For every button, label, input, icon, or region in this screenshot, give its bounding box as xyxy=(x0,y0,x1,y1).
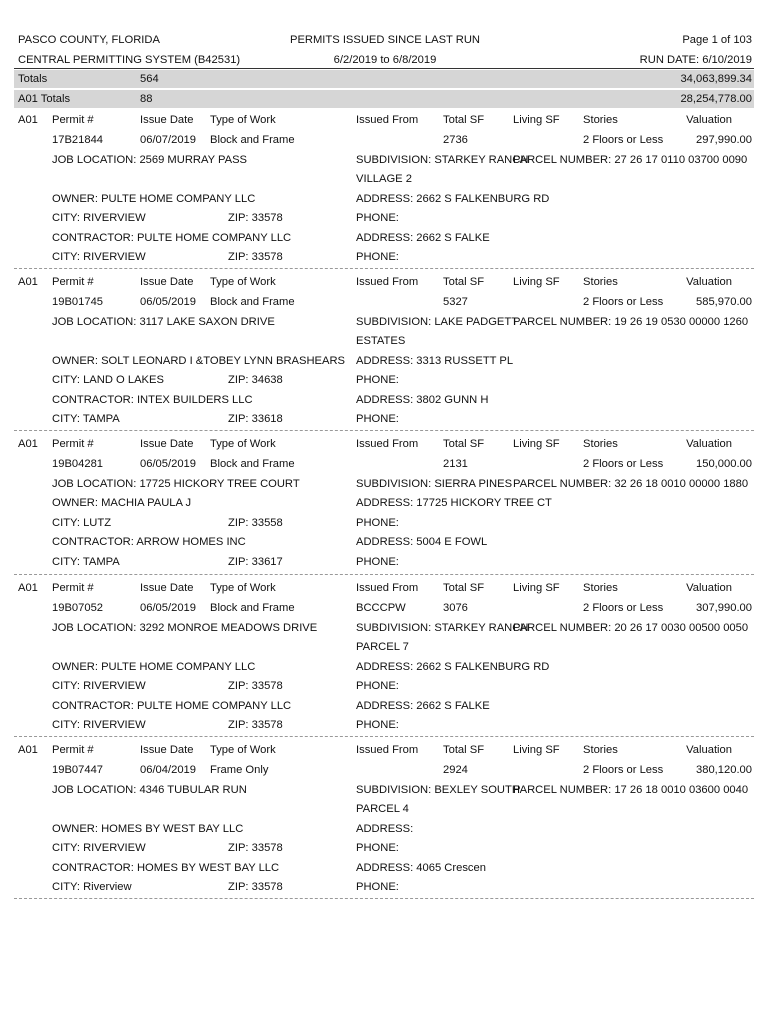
owner-address: ADDRESS: 2662 S FALKENBURG RD xyxy=(356,661,550,673)
owner: OWNER: PULTE HOME COMPANY LLC xyxy=(52,661,256,673)
contractor-phone: PHONE: xyxy=(356,413,399,425)
job-location: JOB LOCATION: 3117 LAKE SAXON DRIVE xyxy=(52,316,275,328)
contractor-city: CITY: TAMPA xyxy=(52,556,120,568)
stories-label: Stories xyxy=(583,276,618,288)
valuation: 307,990.00 xyxy=(696,602,752,614)
owner-city: CITY: LUTZ xyxy=(52,517,112,529)
work-code: A01 xyxy=(18,582,38,594)
date-range: 6/2/2019 to 6/8/2019 xyxy=(333,54,437,66)
total-sf: 2736 xyxy=(443,134,468,146)
record-separator xyxy=(14,430,754,431)
valuation-label: Valuation xyxy=(686,582,732,594)
contractor-phone: PHONE: xyxy=(356,556,399,568)
issued-from-label: Issued From xyxy=(356,438,419,450)
parcel-number: PARCEL NUMBER: 19 26 19 0530 00000 1260 xyxy=(513,316,749,328)
subdivision-cont: PARCEL 7 xyxy=(356,641,409,653)
owner-city: CITY: RIVERVIEW xyxy=(52,680,146,692)
subdivision-cont: ESTATES xyxy=(356,335,406,347)
valuation: 585,970.00 xyxy=(696,296,752,308)
subdivision: SUBDIVISION: STARKEY RANCH xyxy=(356,622,529,634)
record-separator xyxy=(14,736,754,737)
contractor-city: CITY: TAMPA xyxy=(52,413,120,425)
owner-phone: PHONE: xyxy=(356,212,399,224)
owner-phone: PHONE: xyxy=(356,680,399,692)
stories: 2 Floors or Less xyxy=(583,296,664,308)
issue-date: 06/05/2019 xyxy=(140,296,196,308)
total-sf: 5327 xyxy=(443,296,468,308)
subdivision: SUBDIVISION: LAKE PADGETT xyxy=(356,316,519,328)
owner-zip: ZIP: 33578 xyxy=(228,680,283,692)
contractor-zip: ZIP: 33618 xyxy=(228,413,283,425)
living-sf-label: Living SF xyxy=(513,438,560,450)
owner-city: CITY: LAND O LAKES xyxy=(52,374,164,386)
contractor: CONTRACTOR: HOMES BY WEST BAY LLC xyxy=(52,862,280,874)
total-sf-label: Total SF xyxy=(443,114,485,126)
type-label: Type of Work xyxy=(210,276,276,288)
valuation: 297,990.00 xyxy=(696,134,752,146)
contractor-zip: ZIP: 33617 xyxy=(228,556,283,568)
owner-phone: PHONE: xyxy=(356,842,399,854)
contractor-phone: PHONE: xyxy=(356,881,399,893)
run-date: RUN DATE: 6/10/2019 xyxy=(639,54,752,66)
issue-date-label: Issue Date xyxy=(140,438,194,450)
owner-phone: PHONE: xyxy=(356,374,399,386)
a01-totals-amount: 28,254,778.00 xyxy=(680,93,752,105)
valuation-label: Valuation xyxy=(686,276,732,288)
job-location: JOB LOCATION: 3292 MONROE MEADOWS DRIVE xyxy=(52,622,318,634)
record-separator xyxy=(14,898,754,899)
total-sf-label: Total SF xyxy=(443,744,485,756)
job-location: JOB LOCATION: 4346 TUBULAR RUN xyxy=(52,784,247,796)
contractor-city: CITY: RIVERVIEW xyxy=(52,251,146,263)
issued-from: BCCCPW xyxy=(356,602,406,614)
issued-from-label: Issued From xyxy=(356,744,419,756)
owner: OWNER: PULTE HOME COMPANY LLC xyxy=(52,193,256,205)
permit-label: Permit # xyxy=(52,438,94,450)
owner-address: ADDRESS: 3313 RUSSETT PL xyxy=(356,355,514,367)
stories-label: Stories xyxy=(583,114,618,126)
contractor: CONTRACTOR: PULTE HOME COMPANY LLC xyxy=(52,232,292,244)
contractor-zip: ZIP: 33578 xyxy=(228,881,283,893)
contractor-phone: PHONE: xyxy=(356,251,399,263)
total-sf: 2924 xyxy=(443,764,468,776)
owner-zip: ZIP: 33558 xyxy=(228,517,283,529)
type-label: Type of Work xyxy=(210,744,276,756)
owner-phone: PHONE: xyxy=(356,517,399,529)
subdivision: SUBDIVISION: BEXLEY SOUTH xyxy=(356,784,520,796)
owner-city: CITY: RIVERVIEW xyxy=(52,842,146,854)
valuation: 380,120.00 xyxy=(696,764,752,776)
report-title: PERMITS ISSUED SINCE LAST RUN xyxy=(289,34,481,46)
stories-label: Stories xyxy=(583,582,618,594)
issue-date: 06/05/2019 xyxy=(140,602,196,614)
owner-city: CITY: RIVERVIEW xyxy=(52,212,146,224)
issued-from-label: Issued From xyxy=(356,114,419,126)
contractor-address: ADDRESS: 2662 S FALKE xyxy=(356,232,490,244)
totals-amount: 34,063,899.34 xyxy=(680,73,752,85)
valuation-label: Valuation xyxy=(686,744,732,756)
total-sf: 2131 xyxy=(443,458,468,470)
owner: OWNER: SOLT LEONARD I &TOBEY LYNN BRASHEARS xyxy=(52,355,346,367)
header-rule xyxy=(14,68,754,69)
work-type: Frame Only xyxy=(210,764,269,776)
type-label: Type of Work xyxy=(210,582,276,594)
work-code: A01 xyxy=(18,744,38,756)
owner-address: ADDRESS: 17725 HICKORY TREE CT xyxy=(356,497,552,509)
contractor: CONTRACTOR: INTEX BUILDERS LLC xyxy=(52,394,253,406)
subdivision-cont: VILLAGE 2 xyxy=(356,173,412,185)
stories-label: Stories xyxy=(583,744,618,756)
valuation-label: Valuation xyxy=(686,438,732,450)
total-sf-label: Total SF xyxy=(443,276,485,288)
record-separator xyxy=(14,268,754,269)
issue-date: 06/04/2019 xyxy=(140,764,196,776)
stories: 2 Floors or Less xyxy=(583,764,664,776)
permit-label: Permit # xyxy=(52,744,94,756)
contractor: CONTRACTOR: PULTE HOME COMPANY LLC xyxy=(52,700,292,712)
owner-zip: ZIP: 34638 xyxy=(228,374,283,386)
system-name: CENTRAL PERMITTING SYSTEM (B42531) xyxy=(18,54,241,66)
permit-label: Permit # xyxy=(52,276,94,288)
total-sf-label: Total SF xyxy=(443,438,485,450)
parcel-number: PARCEL NUMBER: 32 26 18 0010 00000 1880 xyxy=(513,478,749,490)
valuation-label: Valuation xyxy=(686,114,732,126)
issue-date-label: Issue Date xyxy=(140,276,194,288)
permit-number: 19B07447 xyxy=(52,764,104,776)
stories-label: Stories xyxy=(583,438,618,450)
owner-address: ADDRESS: xyxy=(356,823,414,835)
subdivision: SUBDIVISION: SIERRA PINES xyxy=(356,478,513,490)
totals-label: Totals xyxy=(18,73,48,85)
living-sf-label: Living SF xyxy=(513,744,560,756)
type-label: Type of Work xyxy=(210,114,276,126)
living-sf-label: Living SF xyxy=(513,582,560,594)
job-location: JOB LOCATION: 2569 MURRAY PASS xyxy=(52,154,248,166)
work-type: Block and Frame xyxy=(210,296,295,308)
issued-from-label: Issued From xyxy=(356,582,419,594)
contractor-zip: ZIP: 33578 xyxy=(228,251,283,263)
contractor-address: ADDRESS: 2662 S FALKE xyxy=(356,700,490,712)
contractor: CONTRACTOR: ARROW HOMES INC xyxy=(52,536,246,548)
stories: 2 Floors or Less xyxy=(583,458,664,470)
work-type: Block and Frame xyxy=(210,458,295,470)
subdivision: SUBDIVISION: STARKEY RANCH xyxy=(356,154,529,166)
contractor-address: ADDRESS: 3802 GUNN H xyxy=(356,394,489,406)
county-name: PASCO COUNTY, FLORIDA xyxy=(18,34,160,46)
permit-label: Permit # xyxy=(52,582,94,594)
stories: 2 Floors or Less xyxy=(583,134,664,146)
contractor-zip: ZIP: 33578 xyxy=(228,719,283,731)
page-number: Page 1 of 103 xyxy=(682,34,752,46)
owner: OWNER: MACHIA PAULA J xyxy=(52,497,192,509)
contractor-city: CITY: Riverview xyxy=(52,881,132,893)
parcel-number: PARCEL NUMBER: 27 26 17 0110 03700 0090 xyxy=(513,154,748,166)
issue-date: 06/07/2019 xyxy=(140,134,196,146)
work-code: A01 xyxy=(18,438,38,450)
parcel-number: PARCEL NUMBER: 20 26 17 0030 00500 0050 xyxy=(513,622,749,634)
type-label: Type of Work xyxy=(210,438,276,450)
permit-label: Permit # xyxy=(52,114,94,126)
work-type: Block and Frame xyxy=(210,134,295,146)
contractor-city: CITY: RIVERVIEW xyxy=(52,719,146,731)
living-sf-label: Living SF xyxy=(513,114,560,126)
contractor-address: ADDRESS: 5004 E FOWL xyxy=(356,536,488,548)
issue-date-label: Issue Date xyxy=(140,114,194,126)
issue-date: 06/05/2019 xyxy=(140,458,196,470)
work-code: A01 xyxy=(18,114,38,126)
permit-number: 17B21844 xyxy=(52,134,104,146)
total-sf-label: Total SF xyxy=(443,582,485,594)
work-code: A01 xyxy=(18,276,38,288)
permit-number: 19B01745 xyxy=(52,296,104,308)
owner-address: ADDRESS: 2662 S FALKENBURG RD xyxy=(356,193,550,205)
valuation: 150,000.00 xyxy=(696,458,752,470)
contractor-phone: PHONE: xyxy=(356,719,399,731)
living-sf-label: Living SF xyxy=(513,276,560,288)
issue-date-label: Issue Date xyxy=(140,744,194,756)
owner-zip: ZIP: 33578 xyxy=(228,212,283,224)
work-type: Block and Frame xyxy=(210,602,295,614)
owner-zip: ZIP: 33578 xyxy=(228,842,283,854)
contractor-address: ADDRESS: 4065 Crescen xyxy=(356,862,486,874)
permit-number: 19B04281 xyxy=(52,458,104,470)
total-sf: 3076 xyxy=(443,602,468,614)
stories: 2 Floors or Less xyxy=(583,602,664,614)
parcel-number: PARCEL NUMBER: 17 26 18 0010 03600 0040 xyxy=(513,784,749,796)
subdivision-cont: PARCEL 4 xyxy=(356,803,409,815)
owner: OWNER: HOMES BY WEST BAY LLC xyxy=(52,823,244,835)
record-separator xyxy=(14,574,754,575)
issued-from-label: Issued From xyxy=(356,276,419,288)
job-location: JOB LOCATION: 17725 HICKORY TREE COURT xyxy=(52,478,300,490)
permit-number: 19B07052 xyxy=(52,602,104,614)
totals-count: 564 xyxy=(140,73,159,85)
a01-totals-count: 88 xyxy=(140,93,153,105)
issue-date-label: Issue Date xyxy=(140,582,194,594)
a01-totals-label: A01 Totals xyxy=(18,93,71,105)
